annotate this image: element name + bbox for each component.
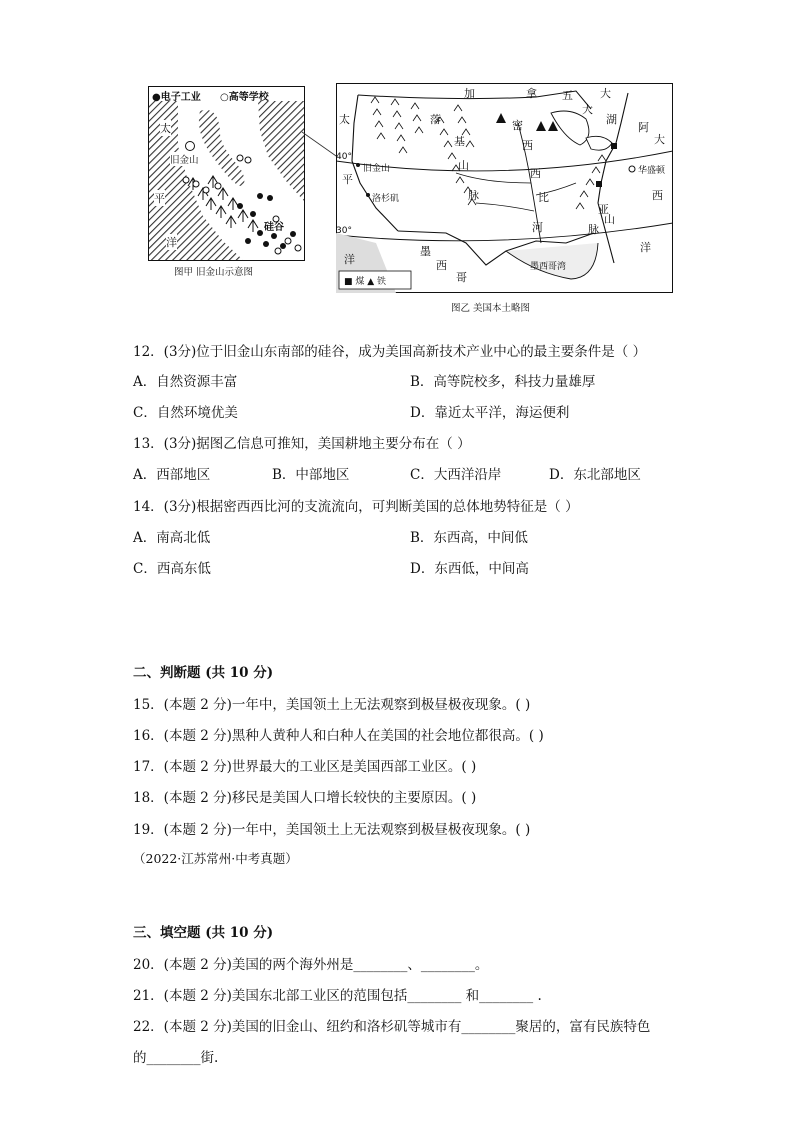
legend-electronics: ●电子工业 — [152, 92, 201, 103]
section2-title: 二、判断题 (共 10 分) — [133, 665, 274, 681]
label-ji: 基 — [454, 135, 465, 148]
label-dahu: 大 — [582, 103, 593, 116]
label-ping: 平 — [342, 173, 353, 186]
label-wu: 五 — [562, 89, 573, 102]
label-xi: 西 — [522, 139, 533, 152]
q14-option-d: D．东西低，中间高 — [410, 561, 529, 577]
q21: 21．(本题 2 分)美国东北部工业区的范围包括________ 和________ . — [133, 988, 542, 1004]
figure-a-caption: 图甲 旧金山示意图 — [174, 267, 254, 278]
label-hu: 湖 — [606, 113, 617, 126]
label-yang: 洋 — [344, 253, 355, 266]
q22: 22．(本题 2 分)美国的旧金山、纽约和洛杉矶等城市有________聚居的，富有民族特色 — [133, 1019, 651, 1035]
q13-option-c: C．大西洋沿岸 — [410, 467, 502, 483]
q22-continued: 的________街. — [133, 1050, 219, 1066]
q13-option-b: B．中部地区 — [272, 467, 350, 483]
label-da: 大 — [600, 87, 611, 100]
label-shan2: 山 — [604, 213, 615, 226]
q16: 16．(本题 2 分)黑种人黄种人和白种人在美国的社会地位都很高。( ) — [133, 728, 544, 744]
label-lat30: 30° — [336, 226, 352, 236]
q18: 18．(本题 2 分)移民是美国人口增长较快的主要原因。( ) — [133, 790, 477, 806]
label-he: 河 — [532, 221, 543, 234]
label-mo: 墨 — [420, 245, 431, 258]
q14-option-b: B．东西高，中间低 — [410, 530, 528, 546]
label-ya: 亚 — [598, 203, 609, 216]
label-ping: 平 — [154, 192, 165, 205]
label-jia: 加 — [464, 87, 475, 100]
label-xi2: 西 — [530, 167, 541, 180]
q17: 17．(本题 2 分)世界最大的工业区是美国西部工业区。( ) — [133, 759, 477, 775]
label-mi: 密 — [512, 119, 523, 132]
q12-option-a: A．自然资源丰富 — [133, 374, 238, 390]
map-legend: ■ 煤 ▲ 铁 — [344, 277, 387, 287]
figure-b-svg — [336, 83, 673, 293]
figure-b-caption: 图乙 美国本土略图 — [451, 303, 531, 314]
label-da-right: 大 — [654, 133, 665, 146]
q13-option-a: A．西部地区 — [133, 467, 211, 483]
label-tai: 太 — [160, 122, 171, 135]
label-a: 阿 — [638, 121, 649, 134]
label-san-francisco: 旧金山 — [170, 152, 199, 166]
q14-option-a: A．南高北低 — [133, 530, 211, 546]
label-shan: 山 — [458, 159, 469, 172]
label-xi3: 西 — [436, 259, 447, 272]
label-gulf: 墨西哥湾 — [530, 262, 567, 272]
q13-stem: 13．(3分)据图乙信息可推知，美国耕地主要分布在（ ） — [133, 436, 471, 452]
q14-stem: 14．(3分)根据密西西比河的支流流向，可判断美国的总体地势特征是（ ） — [133, 499, 579, 515]
section3-title: 三、填空题 (共 10 分) — [133, 925, 274, 941]
q14-option-c: C．西高东低 — [133, 561, 211, 577]
label-mai2: 脉 — [588, 223, 599, 236]
q13-option-d: D．东北部地区 — [549, 467, 641, 483]
label-xi-right: 西 — [652, 189, 663, 202]
figure-b-map — [336, 83, 673, 293]
q12-option-b: B．高等院校多，科技力量雄厚 — [410, 374, 596, 390]
q15: 15．(本题 2 分)一年中，美国领土上无法观察到极昼极夜现象。( ) — [133, 697, 531, 713]
q12-option-c: C．自然环境优美 — [133, 405, 238, 421]
label-na: 拿 — [526, 87, 537, 100]
q19: 19．(本题 2 分)一年中，美国领土上无法观察到极昼极夜现象。( ) — [133, 822, 531, 838]
label-san-francisco: 旧金山 — [363, 164, 391, 174]
label-bi: 比 — [538, 191, 549, 204]
label-yang-right: 洋 — [640, 241, 651, 254]
q12-option-d: D．靠近太平洋，海运便利 — [410, 405, 570, 421]
source-note: （2022·江苏常州·中考真题） — [133, 851, 298, 866]
label-lat40: 40° — [336, 152, 352, 162]
q12-stem: 12．(3分)位于旧金山东南部的硅谷，成为美国高新技术产业中心的最主要条件是（ ） — [133, 344, 647, 360]
label-yang: 洋 — [166, 236, 177, 249]
label-silicon-valley: 硅谷 — [264, 222, 284, 233]
label-mai: 脉 — [468, 189, 479, 202]
label-tai: 太 — [339, 113, 350, 126]
legend-university: ○高等学校 — [220, 92, 269, 103]
label-washington: 华盛顿 — [638, 166, 666, 176]
q20: 20．(本题 2 分)美国的两个海外州是________、________。 — [133, 957, 489, 973]
figure-a-map — [148, 86, 305, 261]
label-ge: 哥 — [456, 271, 467, 284]
label-los-angeles: 洛杉矶 — [372, 194, 400, 204]
label-luo: 落 — [430, 113, 441, 126]
